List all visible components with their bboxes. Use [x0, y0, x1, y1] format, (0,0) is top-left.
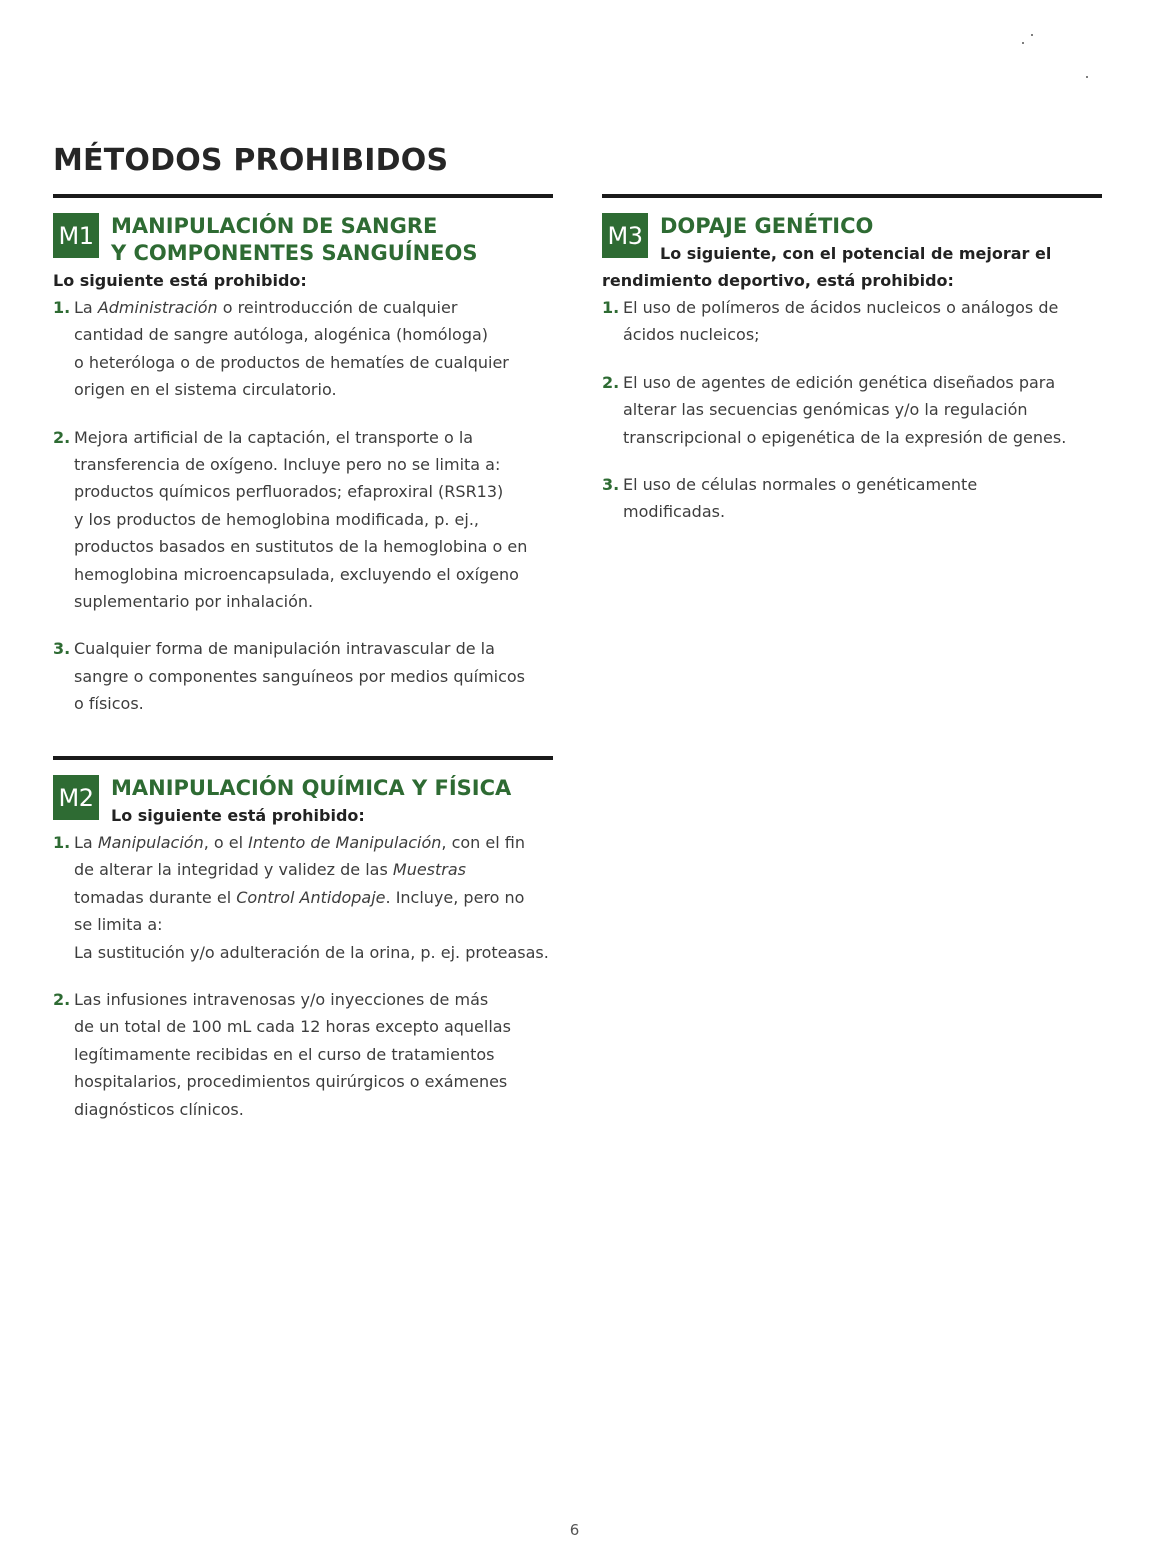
section-code-badge: M2 [53, 775, 99, 820]
section-code-badge: M1 [53, 213, 99, 258]
scan-speck [1031, 34, 1033, 36]
section-m1 [53, 194, 553, 738]
section-divider [53, 756, 553, 760]
scan-speck [1086, 76, 1088, 78]
section-title-line: MANIPULACIÓN DE SANGRE [111, 214, 438, 238]
section-intro: Lo siguiente, con el potencial de mejorar el [660, 244, 1052, 263]
section-header [53, 213, 553, 267]
section-intro: Lo siguiente está prohibido: [111, 806, 365, 825]
item-number: 3. [602, 475, 620, 495]
list-item [602, 471, 1102, 526]
section-title [111, 213, 553, 267]
item-number: 2. [602, 372, 620, 392]
item-text: El uso de células normales o genéticamente modificadas. [623, 475, 978, 522]
section-header [602, 213, 1102, 267]
item-text: La Manipulación, o el Intento de Manipulación, con el fin de alterar la integridad y validez de las Muestras tomadas durante el Control Antidopaje. Incluye, pero no se limita a: La sustitución y/o adulteración de la orina, p. ej. proteasas. [74, 833, 549, 962]
item-text: El uso de polímeros de ácidos nucleicos o análogos de ácidos nucleicos; [623, 298, 1059, 345]
list-item [602, 369, 1102, 451]
item-number: 1. [53, 833, 71, 852]
list-item [53, 635, 553, 717]
item-text: La Administración o reintroducción de cualquier cantidad de sangre autóloga, alogénica (homóloga) o heteróloga o de productos de hematíes de cualquier origen en el sistema circulatorio. [74, 298, 509, 400]
list-item [53, 424, 553, 616]
item-text: Las infusiones intravenosas y/o inyecciones de más de un total de 100 mL cada 12 horas excepto aquellas legítimamente recibidas en el curso de tratamientos hospitalarios, procedimientos quirúrgicos o exámenes diagnósticos clínicos. [74, 990, 511, 1119]
item-text: Cualquier forma de manipulación intravascular de la sangre o componentes sanguíneos por medios químicos o físicos. [74, 639, 526, 714]
item-text: El uso de agentes de edición genética diseñados para alterar las secuencias genómicas y/o la regulación transcripcional o epigenética de la expresión de genes. [623, 372, 1067, 447]
section-intro-continued: rendimiento deportivo, está prohibido: [602, 271, 954, 290]
section-code-badge: M3 [602, 213, 648, 258]
item-text: Mejora artificial de la captación, el transporte o la transferencia de oxígeno. Incluye pero no se limita a: productos químicos perfluorados; efaproxiral (RSR13) y los productos de hemoglobina modificada, p. ej., productos basados en sustitutos de la hemoglobina o en hemoglobina microencapsulada, excluyendo el oxígeno suplementario por inhalación. [74, 427, 528, 612]
item-number: 3. [53, 639, 71, 659]
list-item [53, 986, 553, 1123]
section-title-line: Y COMPONENTES SANGUÍNEOS [111, 241, 478, 265]
item-number: 2. [53, 990, 71, 1010]
section-m2 [53, 756, 553, 1143]
section-header [53, 775, 553, 829]
list-item [53, 294, 553, 404]
item-list [53, 294, 553, 718]
item-list [53, 829, 553, 1123]
list-item [602, 294, 1102, 349]
section-title: DOPAJE GENÉTICO [660, 214, 874, 238]
section-divider [53, 194, 553, 198]
list-item [53, 829, 553, 966]
scan-speck [1022, 42, 1024, 44]
section-title: MANIPULACIÓN QUÍMICA Y FÍSICA [111, 776, 512, 800]
section-divider [602, 194, 1102, 198]
item-list [602, 294, 1102, 526]
item-number: 1. [602, 298, 620, 317]
section-intro: Lo siguiente está prohibido: [53, 271, 307, 290]
page-number: 6 [569, 1521, 580, 1539]
item-number: 2. [53, 427, 71, 447]
section-m3 [602, 194, 1102, 546]
item-number: 1. [53, 298, 71, 317]
page-title: MÉTODOS PROHIBIDOS [53, 143, 449, 178]
